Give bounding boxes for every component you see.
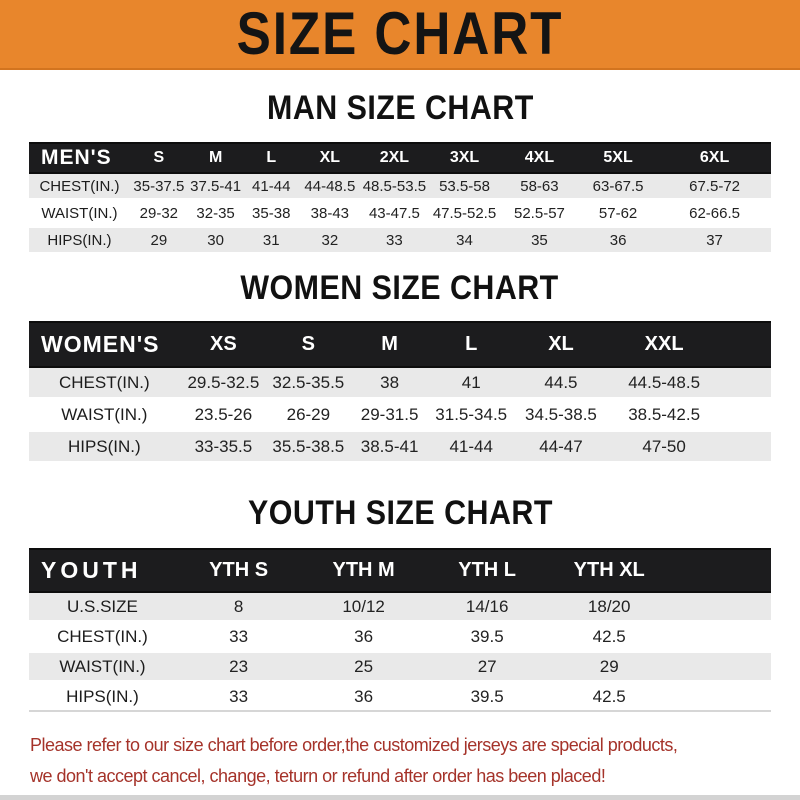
row-label: CHEST(IN.) [29,367,180,399]
size-value: 34.5-38.5 [513,399,609,431]
filler-cell [719,399,771,431]
row-label: U.S.SIZE [29,592,176,622]
women-chart-title: WOMEN SIZE CHART [240,267,560,307]
size-value: 30 [188,227,244,254]
size-value: 33 [361,227,429,254]
size-column-header: S [267,322,349,367]
size-value: 38.5-42.5 [609,399,719,431]
size-value: 43-47.5 [361,200,429,227]
size-value: 42.5 [548,622,670,652]
size-value: 25 [301,652,426,682]
size-value: 36 [301,622,426,652]
women-size-table [29,321,771,464]
row-label: CHEST(IN.) [29,622,176,652]
size-value: 44-47 [513,431,609,463]
man-chart-title: MAN SIZE CHART [266,87,534,127]
youth-chart-title: YOUTH SIZE CHART [247,492,553,532]
size-value: 33 [176,622,301,652]
row-label: WAIST(IN.) [29,399,180,431]
size-value: 35.5-38.5 [267,431,349,463]
size-value: 32 [299,227,361,254]
filler-cell [719,431,771,463]
size-column-header: YTH XL [548,549,670,592]
size-value: 23 [176,652,301,682]
size-value: 29-32 [130,200,188,227]
size-value: 42.5 [548,682,670,712]
size-value: 32-35 [188,200,244,227]
table-header-row [29,143,771,173]
table-header-row [29,322,771,367]
table-title-cell: WOMEN'S [29,322,180,367]
size-column-header: YTH S [176,549,301,592]
men-size-table [29,142,771,255]
size-value: 53.5-58 [428,173,501,200]
row-label: CHEST(IN.) [29,173,130,200]
page-title: SIZE CHART [236,0,564,68]
size-column-header: 3XL [428,143,501,173]
disclaimer-line-1: Please refer to our size chart before order,the customized jerseys are special products, [30,735,678,755]
size-value: 36 [301,682,426,712]
size-value: 47-50 [609,431,719,463]
size-value: 63-67.5 [578,173,658,200]
size-column-header: 2XL [361,143,429,173]
row-label: WAIST(IN.) [29,200,130,227]
size-value: 14/16 [426,592,548,622]
size-value: 29 [130,227,188,254]
filler-cell [670,652,771,682]
table-row [29,622,771,652]
filler-cell [670,682,771,712]
size-value: 23.5-26 [180,399,268,431]
table-title-cell: YOUTH [29,549,176,592]
size-column-header: YTH M [301,549,426,592]
table-row [29,682,771,712]
man-size-section [0,89,800,255]
table-row [29,652,771,682]
size-column-header: 4XL [501,143,578,173]
size-value: 37 [658,227,771,254]
table-row [29,173,771,200]
size-value: 41-44 [430,431,513,463]
size-value: 41 [430,367,513,399]
size-value: 33 [176,682,301,712]
women-size-section [0,269,800,464]
size-value: 38.5-41 [350,431,430,463]
size-value: 10/12 [301,592,426,622]
size-column-header: L [430,322,513,367]
filler-cell [670,592,771,622]
size-value: 29 [548,652,670,682]
size-column-header: M [350,322,430,367]
filler-cell [719,322,771,367]
size-column-header: 6XL [658,143,771,173]
size-column-header: M [188,143,244,173]
size-value: 31.5-34.5 [430,399,513,431]
filler-cell [670,549,771,592]
size-value: 35 [501,227,578,254]
row-label: HIPS(IN.) [29,431,180,463]
size-column-header: L [243,143,299,173]
table-row [29,200,771,227]
size-value: 33-35.5 [180,431,268,463]
size-value: 26-29 [267,399,349,431]
size-column-header: YTH L [426,549,548,592]
table-title-cell: MEN'S [29,143,130,173]
size-value: 27 [426,652,548,682]
size-value: 47.5-52.5 [428,200,501,227]
size-value: 31 [243,227,299,254]
size-value: 37.5-41 [188,173,244,200]
size-value: 29-31.5 [350,399,430,431]
row-label: WAIST(IN.) [29,652,176,682]
size-column-header: XL [513,322,609,367]
size-value: 41-44 [243,173,299,200]
table-row [29,227,771,254]
size-value: 48.5-53.5 [361,173,429,200]
size-value: 8 [176,592,301,622]
size-value: 44.5-48.5 [609,367,719,399]
size-value: 44-48.5 [299,173,361,200]
size-value: 57-62 [578,200,658,227]
table-row [29,431,771,463]
size-value: 32.5-35.5 [267,367,349,399]
size-value: 38 [350,367,430,399]
size-value: 62-66.5 [658,200,771,227]
size-value: 38-43 [299,200,361,227]
size-value: 39.5 [426,622,548,652]
table-row [29,592,771,622]
size-column-header: XXL [609,322,719,367]
filler-cell [719,367,771,399]
size-value: 58-63 [501,173,578,200]
size-value: 29.5-32.5 [180,367,268,399]
youth-size-section [0,494,800,712]
size-value: 36 [578,227,658,254]
table-header-row [29,549,771,592]
row-label: HIPS(IN.) [29,227,130,254]
table-row [29,367,771,399]
youth-size-table [29,548,771,712]
size-value: 34 [428,227,501,254]
size-value: 39.5 [426,682,548,712]
size-column-header: S [130,143,188,173]
row-label: HIPS(IN.) [29,682,176,712]
size-column-header: XS [180,322,268,367]
size-value: 52.5-57 [501,200,578,227]
table-row [29,399,771,431]
size-value: 44.5 [513,367,609,399]
disclaimer [30,730,800,792]
banner [0,0,800,70]
size-value: 35-38 [243,200,299,227]
size-column-header: 5XL [578,143,658,173]
size-value: 67.5-72 [658,173,771,200]
filler-cell [670,622,771,652]
size-value: 35-37.5 [130,173,188,200]
disclaimer-line-2: we don't accept cancel, change, teturn or refund after order has been placed! [30,766,606,786]
size-column-header: XL [299,143,361,173]
size-value: 18/20 [548,592,670,622]
